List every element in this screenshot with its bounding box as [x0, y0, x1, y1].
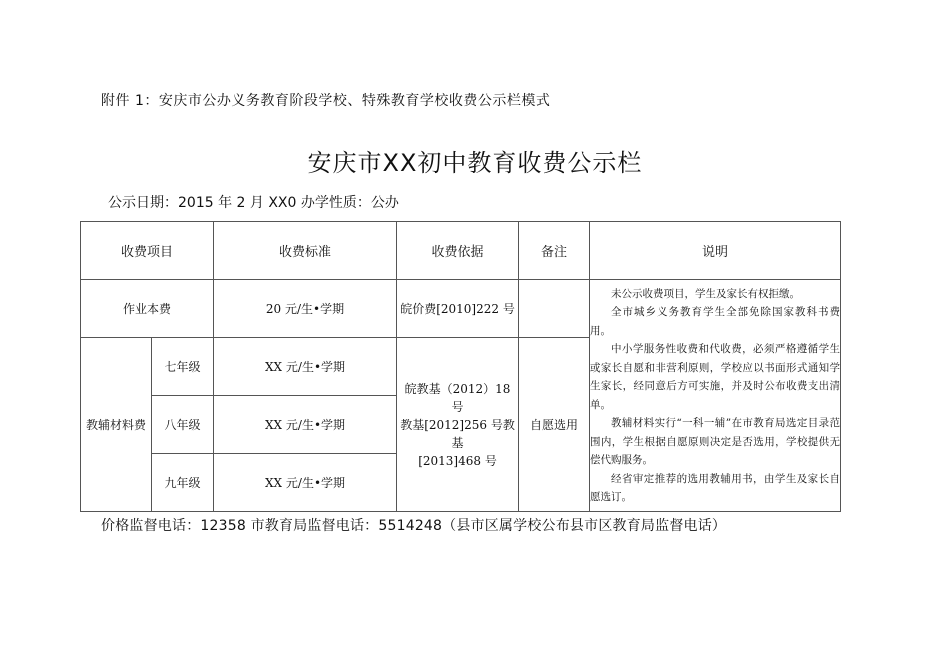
- basis-line: 教基[2012]256 号教基: [400, 417, 515, 450]
- fee-table: [80, 221, 841, 512]
- header-standard: 收费标准: [214, 222, 397, 280]
- date-line: 公示日期：2015 年 2 月 XX0 办学性质：公办: [108, 195, 399, 211]
- footer-hotlines: 价格监督电话：12358 市教育局监督电话：5514248（县市区属学校公布县市区教育局监督电话）: [101, 518, 727, 534]
- row1-basis: 皖价费[2010]222 号: [397, 280, 519, 338]
- grade-label: 七年级: [152, 338, 214, 396]
- note-paragraph: 全市城乡义务教育学生全部免除国家教科书费用。: [590, 306, 841, 337]
- basis-line: 皖教基（2012）18 号: [404, 381, 511, 414]
- note-paragraph: 教辅材料实行“一科一辅”在市教育局选定目录范围内，学生根据自愿原则决定是否选用，学校提供无偿代购服务。: [590, 417, 841, 466]
- group-remark: 自愿选用: [519, 338, 590, 512]
- grade-standard: XX 元/生•学期: [214, 338, 397, 396]
- note-paragraph: 经省审定推荐的选用教辅用书，由学生及家长自愿选订。: [590, 472, 841, 503]
- group-item: 教辅材料费: [81, 338, 152, 512]
- notes-cell: [590, 280, 841, 512]
- attachment-heading: 附件 1：安庆市公办义务教育阶段学校、特殊教育学校收费公示栏模式: [101, 93, 551, 109]
- note-paragraph: 未公示收费项目，学生及家长有权拒缴。: [611, 287, 801, 300]
- header-remark: 备注: [519, 222, 590, 280]
- table-row: [81, 280, 841, 338]
- group-basis: [397, 338, 519, 512]
- row1-standard: 20 元/生•学期: [214, 280, 397, 338]
- grade-standard: XX 元/生•学期: [214, 454, 397, 512]
- header-note: 说明: [590, 222, 841, 280]
- grade-label: 九年级: [152, 454, 214, 512]
- page-title: 安庆市XX初中教育收费公示栏: [307, 149, 643, 177]
- grade-label: 八年级: [152, 396, 214, 454]
- header-basis: 收费依据: [397, 222, 519, 280]
- header-item: 收费项目: [81, 222, 214, 280]
- row1-remark: [519, 280, 590, 338]
- table-header-row: [81, 222, 841, 280]
- grade-standard: XX 元/生•学期: [214, 396, 397, 454]
- basis-line: [2013]468 号: [418, 453, 497, 468]
- row1-item: 作业本费: [81, 280, 214, 338]
- note-paragraph: 中小学服务性收费和代收费，必须严格遵循学生或家长自愿和非营利原则，学校应以书面形式通知学生家长，经同意后方可实施，并及时公布收费支出清单。: [590, 343, 841, 411]
